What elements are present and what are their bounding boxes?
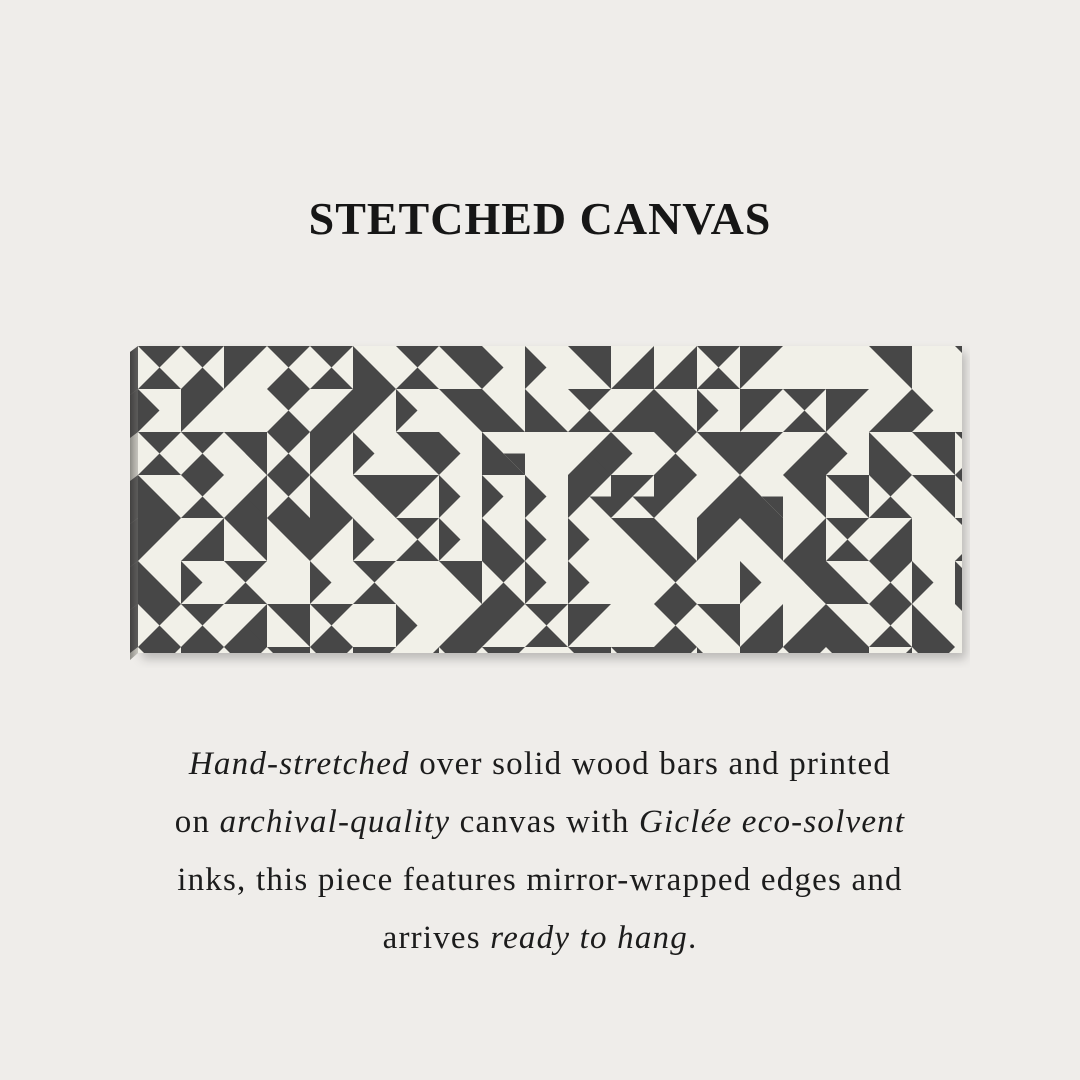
emphasis-hand-stretched: Hand-stretched: [188, 746, 410, 782]
pattern-triangle: [611, 647, 654, 668]
description-line-4: arrives ready to hang.: [382, 920, 698, 956]
pattern-triangle: [439, 647, 482, 668]
pattern-triangle: [568, 647, 611, 668]
emphasis-archival-quality: archival-quality: [219, 804, 451, 840]
pattern-triangle: [654, 647, 697, 668]
pattern-triangle: [353, 647, 396, 668]
pattern-triangle: [783, 647, 826, 668]
pattern-triangle: [181, 647, 224, 668]
canvas-artwork-svg: [120, 338, 970, 668]
pattern-triangle: [740, 647, 783, 668]
page-title: STETCHED CANVAS: [308, 193, 772, 244]
canvas-print: [120, 338, 970, 668]
emphasis-giclee: Giclée eco-solvent: [639, 804, 906, 840]
description-line-3: inks, this piece features mirror-wrapped edges and: [177, 862, 903, 898]
pattern-triangle: [310, 647, 353, 668]
description-line-1: Hand-stretched over solid wood bars and printed: [188, 746, 892, 782]
pattern-triangle: [826, 647, 869, 668]
pattern-triangle: [267, 647, 310, 668]
pattern-triangle: [912, 647, 955, 668]
emphasis-ready-to-hang: ready to hang: [490, 920, 688, 956]
product-description: [0, 735, 1080, 967]
pattern-triangle: [224, 647, 267, 668]
pattern-triangle: [955, 561, 970, 604]
pattern-triangle: [482, 647, 525, 668]
pattern-triangle: [138, 647, 181, 668]
description-line-2: on archival-quality canvas with Giclée eco-solvent: [174, 804, 906, 840]
